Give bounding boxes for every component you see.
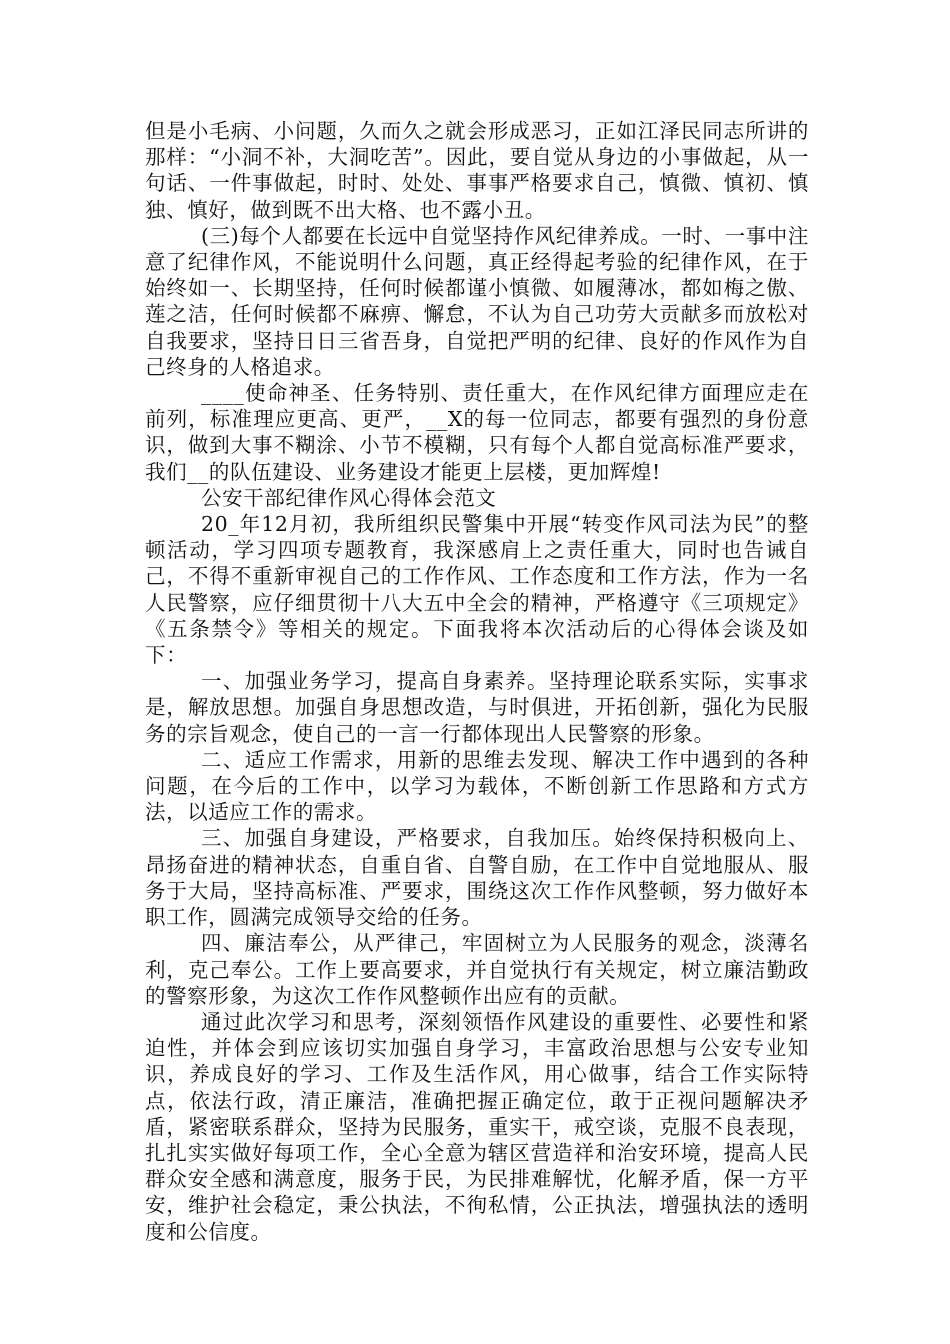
paragraph-1: 但是小毛病、小问题，久而久之就会形成恶习，正如江泽民同志所讲的那样：“小洞不补，大洞吃苦”。因此，要自觉从身边的小事做起，从一句话、一件事做起，时时、处处、事事严格要求自己，慎微、慎初、慎独、慎好，做到既不出大格、也不露小丑。 [145,119,809,222]
section-title: 公安干部纪律作风心得体会范文 [201,485,497,510]
paragraph-8: 四、廉洁奉公，从严律己，牢固树立为人民服务的观念，淡薄名利，克己奉公。工作上要高要求，并自觉执行有关规定，树立廉洁勤政的警察形象，为这次工作作风整顿作出应有的贡献。 [145,931,809,1008]
paragraph-5: 一、加强业务学习，提高自身素养。坚持理论联系实际，实事求是，解放思想。加强自身思想改造，与时俱进，开拓创新，强化为民服务的宗旨观念，使自己的一言一行都体现出人民警察的形象。 [145,669,809,746]
document-body [145,118,809,1245]
paragraph-2: (三)每个人都要在长远中自觉坚持作风纪律养成。一时、一事中注意了纪律作风，不能说明什么问题，真正经得起考验的纪律作风，在于始终如一、长期坚持，任何时候都谨小慎微、如履薄冰，都如梅之傲、莲之洁，任何时候都不麻痹、懈怠，不认为自己功劳大贡献多而放松对自我要求，坚持日日三省吾身，自觉把严明的纪律、良好的作风作为自己终身的人格追求。 [145,223,809,379]
paragraph-9: 通过此次学习和思考，深刻领悟作风建设的重要性、必要性和紧迫性，并体会到应该切实加强自身学习，丰富政治思想与公安专业知识，养成良好的学习、工作及生活作风，用心做事，结合工作实际特点，依法行政，清正廉洁，准确把握正确定位，敢于正视问题解决矛盾，紧密联系群众，坚持为民服务，重实干，戒空谈，克服不良表现，扎扎实实做好每项工作，全心全意为辖区营造祥和治安环境，提高人民群众安全感和满意度，服务于民，为民排难解忧，化解矛盾，保一方平安，维护社会稳定，秉公执法，不徇私情，公正执法，增强执法的透明度和公信度。 [145,1009,809,1244]
paragraph-4: 20_年12月初，我所组织民警集中开展“转变作风司法为民”的整顿活动，学习四项专题教育，我深感肩上之责任重大，同时也告诫自己，不得不重新审视自己的工作作风、工作态度和工作方法，作为一名人民警察，应仔细贯彻十八大五中全会的精神，严格遵守《三项规定》《五条禁令》等相关的规定。下面我将本次活动后的心得体会谈及如下： [145,512,809,668]
paragraph-6: 二、适应工作需求，用新的思维去发现、解决工作中遇到的各种问题，在今后的工作中，以学习为载体，不断创新工作思路和方式方法，以适应工作的需求。 [145,747,809,825]
paragraph-7: 三、加强自身建设，严格要求，自我加压。始终保持积极向上、昂扬奋进的精神状态，自重自省、自警自励，在工作中自觉地服从、服务于大局，坚持高标准、严要求，围绕这次工作作风整顿，努力做好本职工作，圆满完成领导交给的任务。 [145,826,809,930]
paragraph-3: ____使命神圣、任务特别、责任重大，在作风纪律方面理应走在前列，标准理应更高、更严，__X的每一位同志，都要有强烈的身份意识，做到大事不糊涂、小节不模糊，只有每个人都自觉高标准严要求，我们__的队伍建设、业务建设才能更上层楼，更加辉煌! [145,381,809,484]
